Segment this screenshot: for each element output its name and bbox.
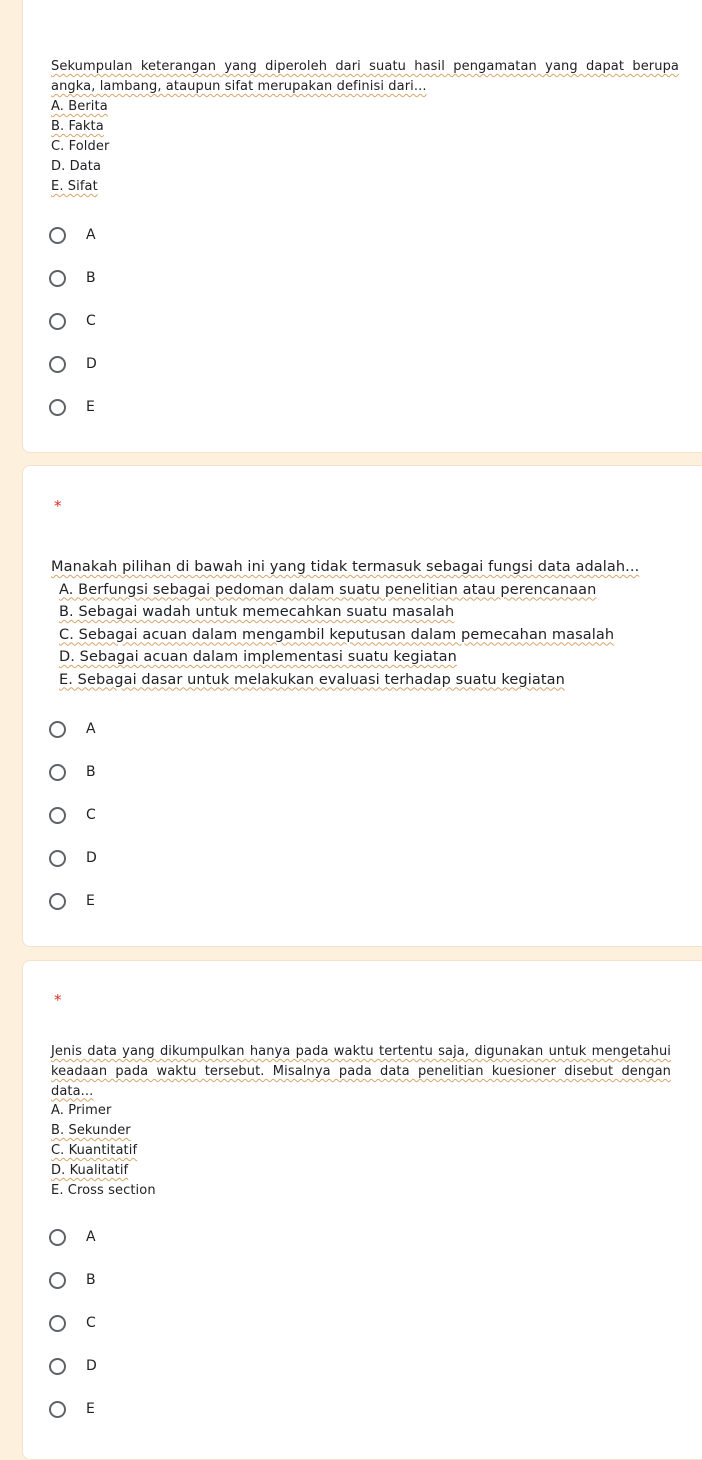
question-2-choice-a[interactable]: [49, 717, 96, 741]
choice-label: A: [86, 227, 96, 243]
choice-label: A: [86, 721, 96, 737]
question-1-text: [51, 57, 679, 197]
question-1-choice-b[interactable]: [49, 266, 96, 290]
question-3-choice-c[interactable]: [49, 1311, 96, 1335]
question-3-option-b: B. Sekunder: [51, 1123, 131, 1139]
choice-label: B: [86, 1272, 96, 1288]
required-asterisk: *: [54, 991, 62, 1009]
question-2-option-b: B. Sebagai wadah untuk memecahkan suatu masalah: [59, 604, 455, 620]
question-2-text: [51, 556, 679, 691]
radio-button[interactable]: [49, 764, 66, 781]
radio-button[interactable]: [49, 399, 66, 416]
radio-button[interactable]: [49, 313, 66, 330]
choice-label: C: [86, 807, 96, 823]
question-3-option-a: A. Primer: [51, 1103, 112, 1119]
radio-button[interactable]: [49, 227, 66, 244]
choice-label: D: [86, 850, 97, 866]
question-card-2: [22, 465, 702, 947]
question-1-option-a: A. Berita: [51, 99, 108, 114]
question-3-choice-b[interactable]: [49, 1268, 96, 1292]
radio-button[interactable]: [49, 807, 66, 824]
question-2-choice-d[interactable]: [49, 846, 97, 870]
question-1-option-d: D. Data: [51, 159, 102, 174]
radio-button[interactable]: [49, 356, 66, 373]
question-3-text: [51, 1042, 671, 1200]
question-1-choice-c[interactable]: [49, 309, 96, 333]
question-1-option-c: C. Folder: [51, 139, 110, 154]
question-1-choice-e[interactable]: [49, 395, 95, 419]
question-1-choice-d[interactable]: [49, 352, 97, 376]
question-2-option-c: C. Sebagai acuan dalam mengambil keputusan dalam pemecahan masalah: [59, 626, 615, 643]
question-1-choice-a[interactable]: [49, 223, 96, 247]
choice-label: E: [86, 1401, 95, 1417]
question-card-1: [22, 0, 702, 453]
radio-button[interactable]: [49, 1272, 66, 1289]
question-3-option-c: C. Kuantitatif: [51, 1142, 138, 1158]
radio-button[interactable]: [49, 1315, 66, 1332]
question-3-choice-e[interactable]: [49, 1397, 95, 1421]
choice-label: B: [86, 764, 96, 780]
choice-label: A: [86, 1229, 96, 1245]
question-2-option-d: D. Sebagai acuan dalam implementasi suatu kegiatan: [59, 649, 457, 665]
question-3-choice-a[interactable]: [49, 1225, 96, 1249]
question-2-choice-e[interactable]: [49, 889, 95, 913]
radio-button[interactable]: [49, 893, 66, 910]
radio-button[interactable]: [49, 1229, 66, 1246]
question-2-option-e: E. Sebagai dasar untuk melakukan evaluasi terhadap suatu kegiatan: [59, 671, 565, 688]
radio-button[interactable]: [49, 1358, 66, 1375]
choice-label: C: [86, 313, 96, 329]
radio-button[interactable]: [49, 721, 66, 738]
radio-button[interactable]: [49, 850, 66, 867]
question-2-choice-c[interactable]: [49, 803, 96, 827]
choice-label: C: [86, 1315, 96, 1331]
choice-label: B: [86, 270, 96, 286]
required-asterisk: *: [54, 497, 62, 515]
choice-label: D: [86, 356, 97, 372]
choice-label: E: [86, 893, 95, 909]
question-2-option-a: A. Berfungsi sebagai pedoman dalam suatu penelitian atau perencanaan: [59, 581, 597, 598]
question-3-option-d: D. Kualitatif: [51, 1162, 129, 1178]
choice-label: D: [86, 1358, 97, 1374]
question-3-choice-d[interactable]: [49, 1354, 97, 1378]
question-card-3: [22, 960, 702, 1460]
question-1-option-e: E. Sifat: [51, 179, 98, 194]
question-3-stem: Jenis data yang dikumpulkan hanya pada waktu tertentu saja, digunakan untuk mengetahui keadaan pada waktu tersebut. Misalnya pada data penelitian kuesioner disebut dengan data...: [51, 1044, 671, 1099]
radio-button[interactable]: [49, 1401, 66, 1418]
question-2-stem: Manakah pilihan di bawah ini yang tidak termasuk sebagai fungsi data adalah...: [51, 559, 640, 575]
question-2-choice-b[interactable]: [49, 760, 96, 784]
radio-button[interactable]: [49, 270, 66, 287]
question-3-option-e: E. Cross section: [51, 1182, 156, 1198]
question-1-stem: Sekumpulan keterangan yang diperoleh dari suatu hasil pengamatan yang dapat berupa angka, lambang, ataupun sifat merupakan definisi dari...: [51, 59, 679, 94]
question-1-option-b: B. Fakta: [51, 119, 104, 134]
choice-label: E: [86, 399, 95, 415]
